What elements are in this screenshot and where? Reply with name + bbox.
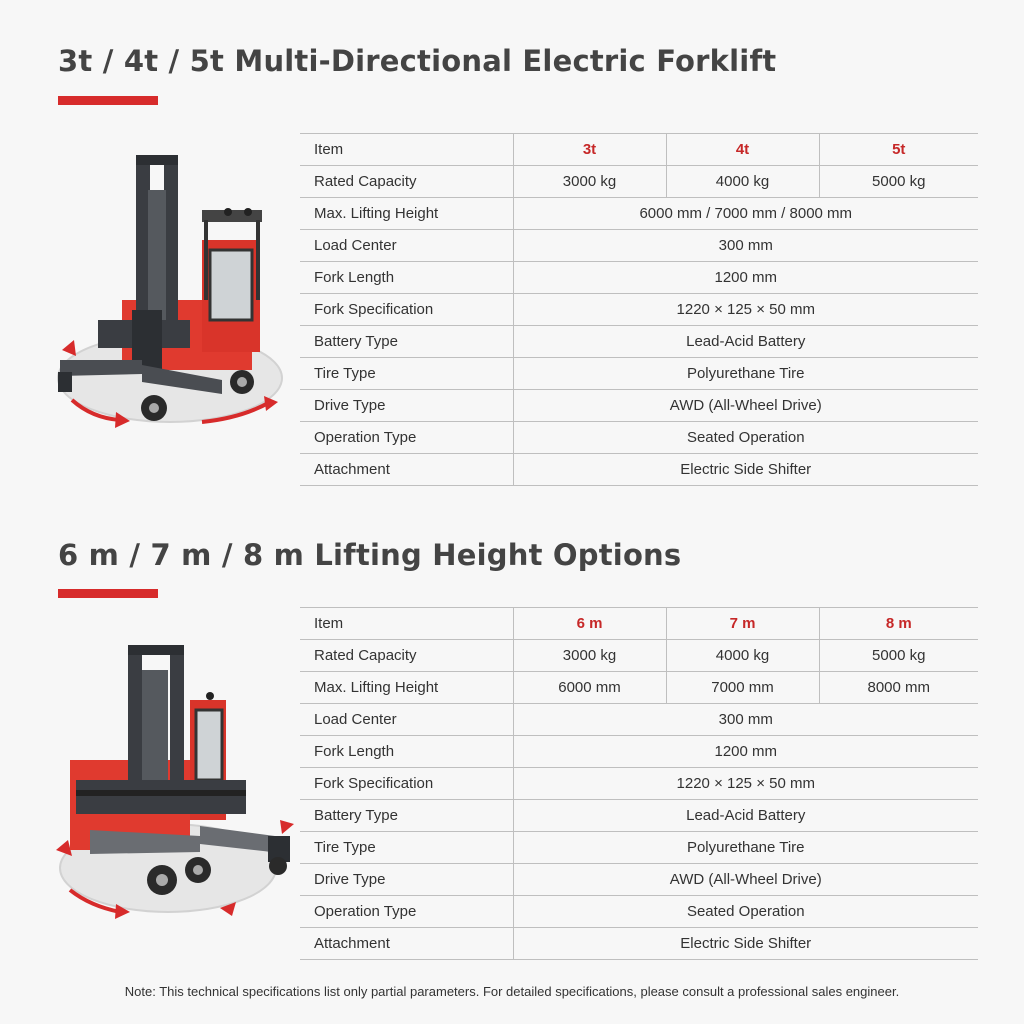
row-label: Fork Length xyxy=(300,736,513,768)
row-value: Polyurethane Tire xyxy=(513,358,978,390)
table-row xyxy=(300,704,978,736)
table-row xyxy=(300,736,978,768)
row-value: 1220 × 125 × 50 mm xyxy=(513,294,978,326)
table-header-row xyxy=(300,134,978,166)
header-item-label: Item xyxy=(300,134,513,166)
spec-table-height xyxy=(300,607,978,960)
row-value: 5000 kg xyxy=(819,640,978,672)
header-col-6m: 6 m xyxy=(513,608,666,640)
header-col-4t: 4t xyxy=(666,134,819,166)
table-row xyxy=(300,326,978,358)
section-title-height: 6 m / 7 m / 8 m Lifting Height Options xyxy=(58,538,682,572)
table-row xyxy=(300,422,978,454)
row-label: Operation Type xyxy=(300,896,513,928)
table-row xyxy=(300,230,978,262)
table-row xyxy=(300,454,978,486)
spec-table-capacity xyxy=(300,133,978,486)
row-value: Electric Side Shifter xyxy=(513,928,978,960)
table-row xyxy=(300,166,978,198)
row-label: Drive Type xyxy=(300,864,513,896)
row-label: Tire Type xyxy=(300,832,513,864)
table-row xyxy=(300,640,978,672)
row-value: Seated Operation xyxy=(513,896,978,928)
row-value: 5000 kg xyxy=(819,166,978,198)
table-row xyxy=(300,390,978,422)
title-accent-bar xyxy=(58,589,158,598)
header-col-8m: 8 m xyxy=(819,608,978,640)
forklift-illustration xyxy=(50,640,296,920)
table-row xyxy=(300,294,978,326)
row-label: Max. Lifting Height xyxy=(300,672,513,704)
row-label: Battery Type xyxy=(300,326,513,358)
row-value: Polyurethane Tire xyxy=(513,832,978,864)
row-value: AWD (All-Wheel Drive) xyxy=(513,864,978,896)
row-value: Lead-Acid Battery xyxy=(513,326,978,358)
table-row xyxy=(300,262,978,294)
row-label: Rated Capacity xyxy=(300,640,513,672)
title-accent-bar xyxy=(58,96,158,105)
row-value: 1200 mm xyxy=(513,262,978,294)
row-value: Lead-Acid Battery xyxy=(513,800,978,832)
row-value: 1200 mm xyxy=(513,736,978,768)
table-row xyxy=(300,928,978,960)
row-label: Rated Capacity xyxy=(300,166,513,198)
table-row xyxy=(300,358,978,390)
row-label: Load Center xyxy=(300,704,513,736)
row-value: 1220 × 125 × 50 mm xyxy=(513,768,978,800)
row-value: 6000 mm xyxy=(513,672,666,704)
table-row xyxy=(300,198,978,230)
row-label: Attachment xyxy=(300,454,513,486)
section-title-capacity: 3t / 4t / 5t Multi-Directional Electric Forklift xyxy=(58,44,777,78)
row-label: Load Center xyxy=(300,230,513,262)
row-value: 300 mm xyxy=(513,704,978,736)
table-row xyxy=(300,896,978,928)
row-label: Attachment xyxy=(300,928,513,960)
row-value: Electric Side Shifter xyxy=(513,454,978,486)
row-value: 3000 kg xyxy=(513,166,666,198)
row-label: Fork Length xyxy=(300,262,513,294)
table-row xyxy=(300,672,978,704)
table-header-row xyxy=(300,608,978,640)
row-value: 4000 kg xyxy=(666,640,819,672)
header-col-3t: 3t xyxy=(513,134,666,166)
table-row xyxy=(300,800,978,832)
header-item-label: Item xyxy=(300,608,513,640)
forklift-illustration xyxy=(52,150,288,435)
row-label: Fork Specification xyxy=(300,294,513,326)
row-value: 4000 kg xyxy=(666,166,819,198)
row-value: 6000 mm / 7000 mm / 8000 mm xyxy=(513,198,978,230)
row-label: Operation Type xyxy=(300,422,513,454)
table-row xyxy=(300,832,978,864)
footnote: Note: This technical specifications list only partial parameters. For detailed specifications, please consult a professional sales engineer. xyxy=(124,984,900,999)
row-label: Tire Type xyxy=(300,358,513,390)
row-label: Drive Type xyxy=(300,390,513,422)
row-label: Fork Specification xyxy=(300,768,513,800)
row-value: Seated Operation xyxy=(513,422,978,454)
row-label: Battery Type xyxy=(300,800,513,832)
row-value: 3000 kg xyxy=(513,640,666,672)
row-value: 7000 mm xyxy=(666,672,819,704)
table-row xyxy=(300,768,978,800)
row-label: Max. Lifting Height xyxy=(300,198,513,230)
row-value: AWD (All-Wheel Drive) xyxy=(513,390,978,422)
table-row xyxy=(300,864,978,896)
header-col-7m: 7 m xyxy=(666,608,819,640)
row-value: 300 mm xyxy=(513,230,978,262)
row-value: 8000 mm xyxy=(819,672,978,704)
header-col-5t: 5t xyxy=(819,134,978,166)
